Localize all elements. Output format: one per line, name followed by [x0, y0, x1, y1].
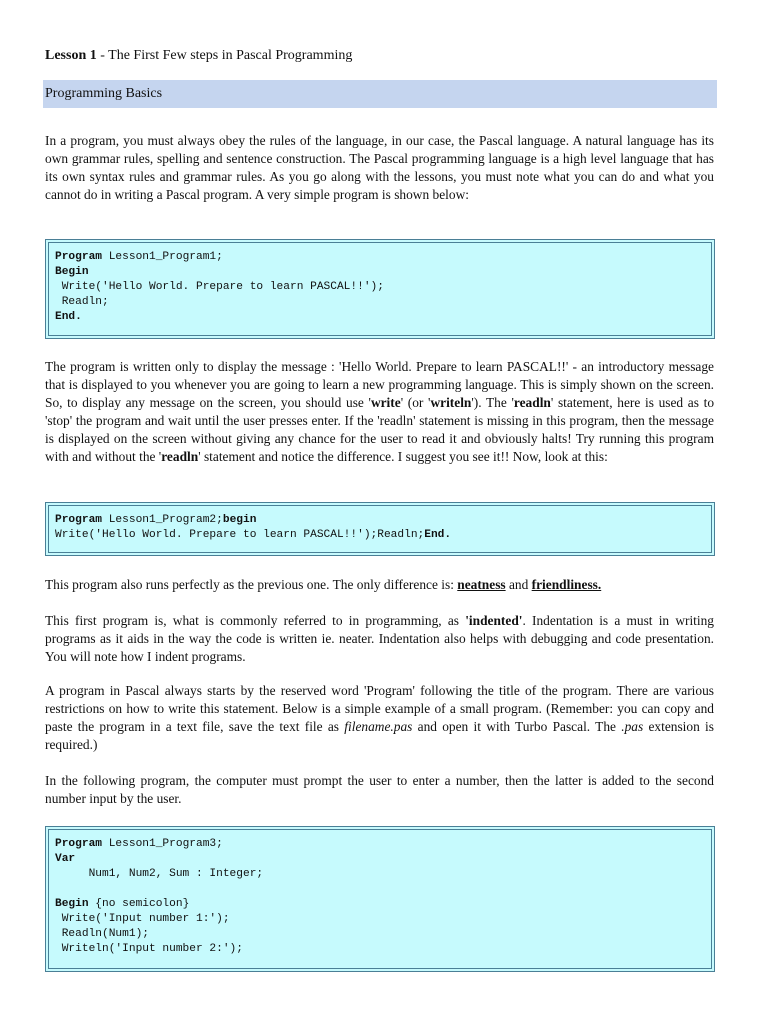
code-keyword: Program	[55, 838, 102, 850]
para-text: This first program is, what is commonly referred to in programming, as	[45, 613, 466, 628]
code-line	[55, 897, 705, 912]
para-text: ' (or '	[400, 395, 431, 410]
bold-term: readln	[161, 449, 199, 464]
code-text: Lesson1_Program2;	[102, 514, 223, 526]
italic-term: .pas	[621, 719, 644, 734]
para-text: and	[505, 577, 532, 592]
code-comment: {no semicolon}	[88, 898, 190, 910]
para-text: and open it with Turbo Pascal. The	[412, 719, 622, 734]
code-line: Write('Hello World. Prepare to learn PASCAL!!');	[55, 281, 384, 293]
section-title: Programming Basics	[45, 86, 163, 101]
code-block-program3	[45, 826, 715, 972]
code-block-program1	[45, 239, 715, 339]
code-keyword: Program	[55, 251, 102, 263]
underlined-term: neatness	[457, 577, 506, 592]
para-text: . Indentation is a must in writing programs as it aids in the way the code is written ie. neater. Indentation also helps with debugging and code presentation. You will note how I indent programs.	[45, 613, 714, 664]
code-keyword: End.	[55, 311, 82, 323]
code-keyword: Begin	[55, 898, 89, 910]
lesson-title	[45, 47, 352, 65]
bold-term: readln	[513, 395, 551, 410]
code-line	[55, 250, 705, 265]
code-line	[55, 837, 705, 852]
indentation-paragraph	[45, 612, 714, 666]
program-structure-paragraph	[45, 682, 714, 754]
code-blank-line	[55, 882, 705, 897]
code-line	[55, 852, 705, 867]
intro-paragraph: In a program, you must always obey the rules of the language, in our case, the Pascal language. A natural language has its own grammar rules, spelling and sentence construction. The Pascal programming language is a high level language that has its own syntax rules and grammar rules. As you go along with the lessons, you must note what you can do and what you cannot do in writing a Pascal program. A very simple program is shown below:	[45, 133, 714, 202]
code-line	[55, 513, 705, 528]
code-line: Writeln('Input number 2:');	[55, 943, 243, 955]
lesson-title-text: - The First Few steps in Pascal Programming	[96, 48, 353, 63]
code-block-program2	[45, 502, 715, 556]
bold-term: 'indented'	[465, 613, 523, 628]
para-text: ' statement and notice the difference. I suggest you see it!! Now, look at this:	[198, 449, 608, 464]
lesson-label: Lesson 1	[45, 48, 97, 63]
code-line	[55, 265, 705, 280]
underlined-term: friendliness.	[531, 577, 602, 592]
code-line: Write('Input number 1:');	[55, 913, 230, 925]
code-keyword: End.	[424, 529, 452, 541]
bold-term: write	[370, 395, 401, 410]
code-keyword: Begin	[55, 266, 89, 278]
code-line: Readln(Num1);	[55, 928, 149, 940]
code-text: Lesson1_Program3;	[102, 838, 223, 850]
para-text: This program also runs perfectly as the previous one. The only difference is:	[45, 577, 458, 592]
code-line	[55, 528, 705, 543]
code-line	[55, 310, 705, 325]
code-line: Readln;	[55, 296, 109, 308]
code-text: Write('Hello World. Prepare to learn PASCAL!!');Readln;	[55, 529, 425, 541]
section-heading-bar	[43, 80, 717, 108]
bold-term: writeln	[430, 395, 472, 410]
following-program-paragraph: In the following program, the computer must prompt the user to enter a number, then the latter is added to the second number input by the user.	[45, 773, 714, 806]
code-line: Num1, Num2, Sum : Integer;	[55, 868, 264, 880]
para-text: '). The '	[471, 395, 514, 410]
italic-term: filename.pas	[344, 719, 413, 734]
explanation-paragraph	[45, 358, 714, 466]
neatness-paragraph	[45, 576, 714, 594]
code-keyword: Program	[55, 514, 102, 526]
code-text: Lesson1_Program1;	[102, 251, 223, 263]
para-text: The program is written only to display the message : 'Hello World. Prepare to learn PASCAL!!' - an introductory message that is displayed to you whenever you are going to learn a new programming language. This is simply shown on the screen. So, to display any message on the screen, you should use '	[45, 359, 714, 410]
code-keyword: Var	[55, 853, 76, 865]
para-text: A program in Pascal always starts by the reserved word 'Program' following the title of the program. There are various restrictions on how to write this statement. Below is a simple example of a small program. (Remember: you can copy and paste the program in a text file, save the text file as	[45, 683, 714, 734]
para-text: extension is required.)	[45, 719, 714, 752]
para-text: ' statement, here is used as to 'stop' the program and wait until the user presses enter. If the 'readln' statement is missing in this program, then the message is displayed on the screen without giving any chance for the user to read it and obviously halts! Try running this program with and without the '	[45, 395, 715, 464]
code-keyword: begin	[222, 514, 257, 526]
